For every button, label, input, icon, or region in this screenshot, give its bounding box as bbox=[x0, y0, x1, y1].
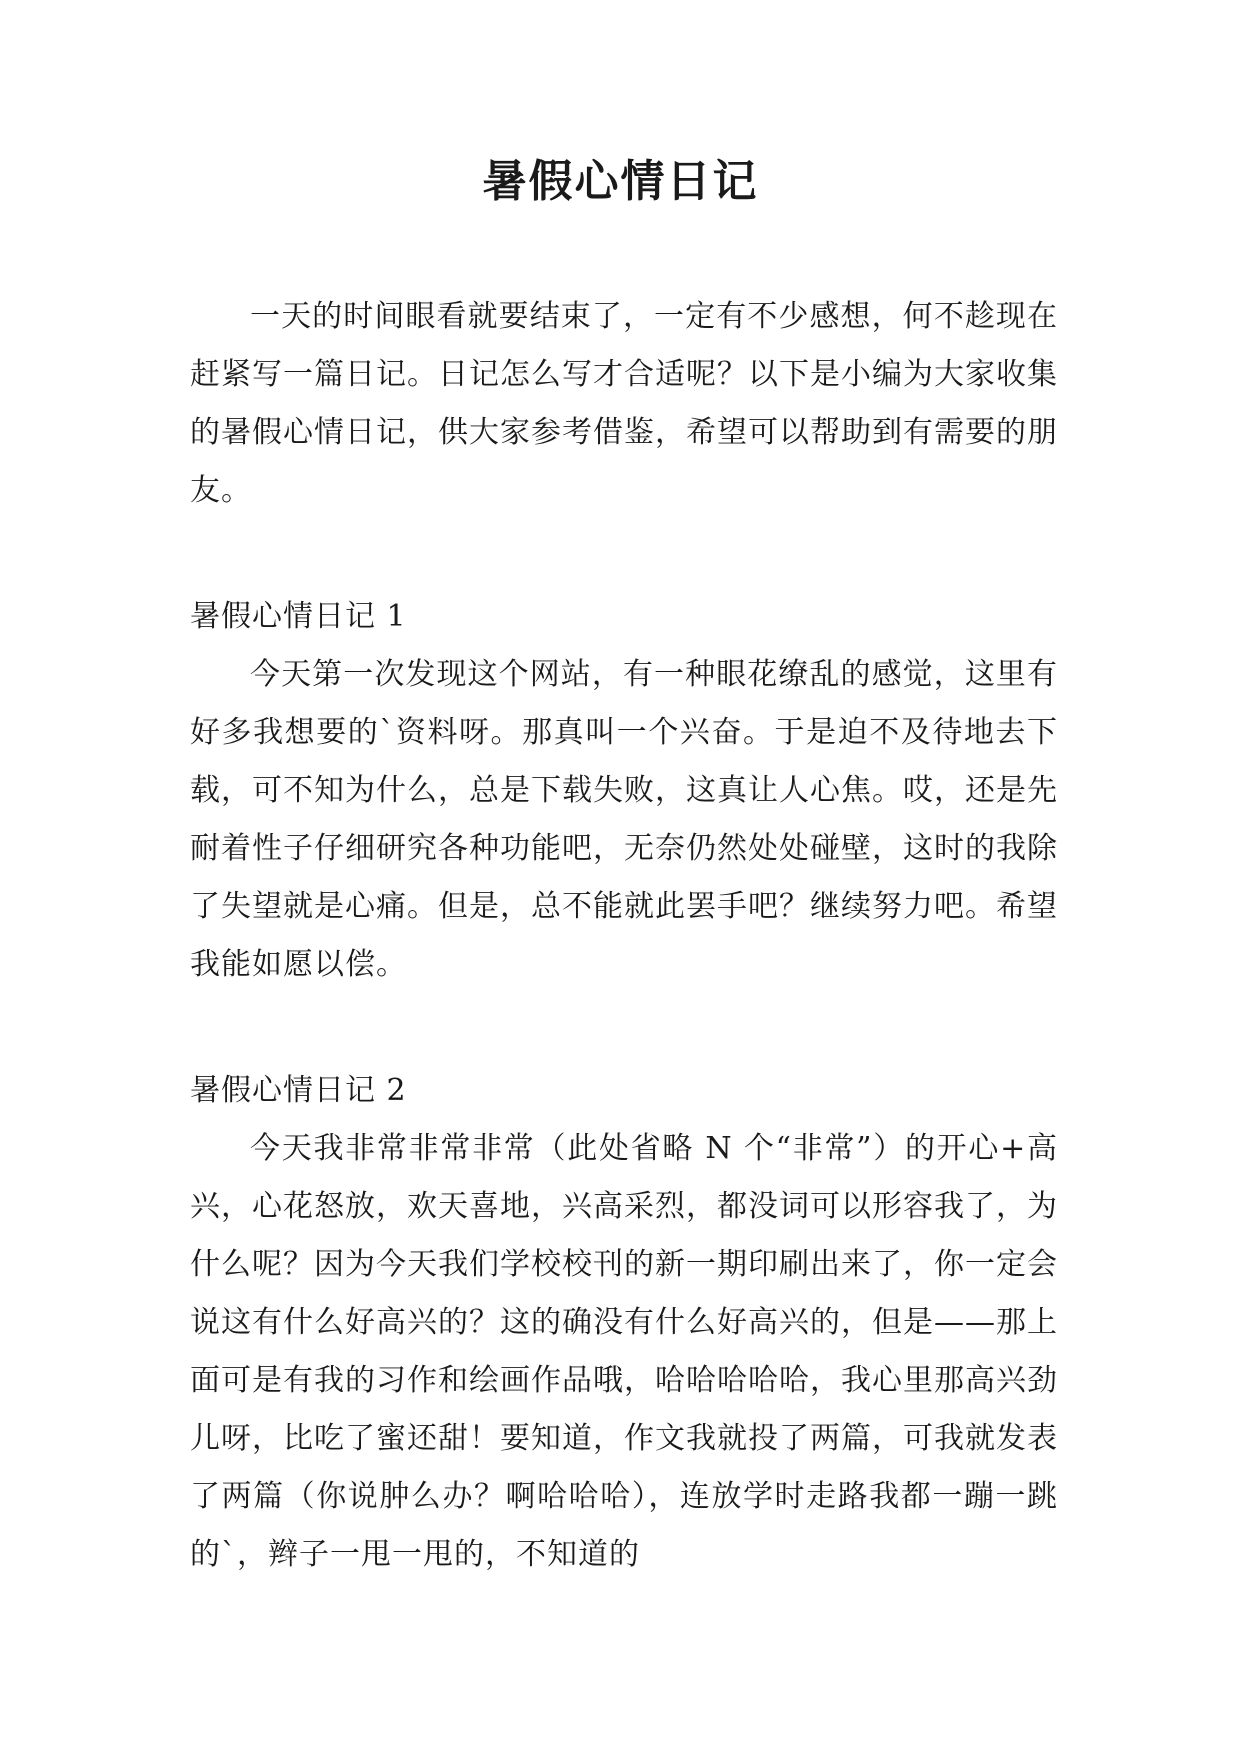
spacer bbox=[190, 520, 1058, 588]
spacer bbox=[190, 994, 1058, 1062]
document-title: 暑假心情日记 bbox=[482, 156, 759, 207]
section-heading-1: 暑假心情日记 1 bbox=[190, 599, 407, 634]
document-body bbox=[190, 288, 1058, 1584]
intro-paragraph: 一天的时间眼看就要结束了，一定有不少感想，何不趁现在赶紧写一篇日记。日记怎么写才合适呢？以下是小编为大家收集的暑假心情日记，供大家参考借鉴，希望可以帮助到有需要的朋友。 bbox=[190, 299, 1058, 508]
section-body-2: 今天我非常非常非常（此处省略 N 个“非常”）的开心+高兴，心花怒放，欢天喜地，兴高采烈，都没词可以形容我了，为什么呢？因为今天我们学校校刊的新一期印刷出来了，你一定会说这有什么好高兴的？这的确没有什么好高兴的，但是——那上面可是有我的习作和绘画作品哦，哈哈哈哈哈，我心里那高兴劲儿呀，比吃了蜜还甜！要知道，作文我就投了两篇，可我就发表了两篇（你说肿么办？啊哈哈哈），连放学时走路我都一蹦一跳的`，辫子一甩一甩的，不知道的 bbox=[190, 1131, 1058, 1572]
section-heading-2: 暑假心情日记 2 bbox=[190, 1073, 407, 1108]
section-body-1: 今天第一次发现这个网站，有一种眼花缭乱的感觉，这里有好多我想要的`资料呀。那真叫一个兴奋。于是迫不及待地去下载，可不知为什么，总是下载失败，这真让人心焦。哎，还是先耐着性子仔细研究各种功能吧，无奈仍然处处碰壁，这时的我除了失望就是心痛。但是，总不能就此罢手吧？继续努力吧。希望我能如愿以偿。 bbox=[190, 657, 1058, 982]
